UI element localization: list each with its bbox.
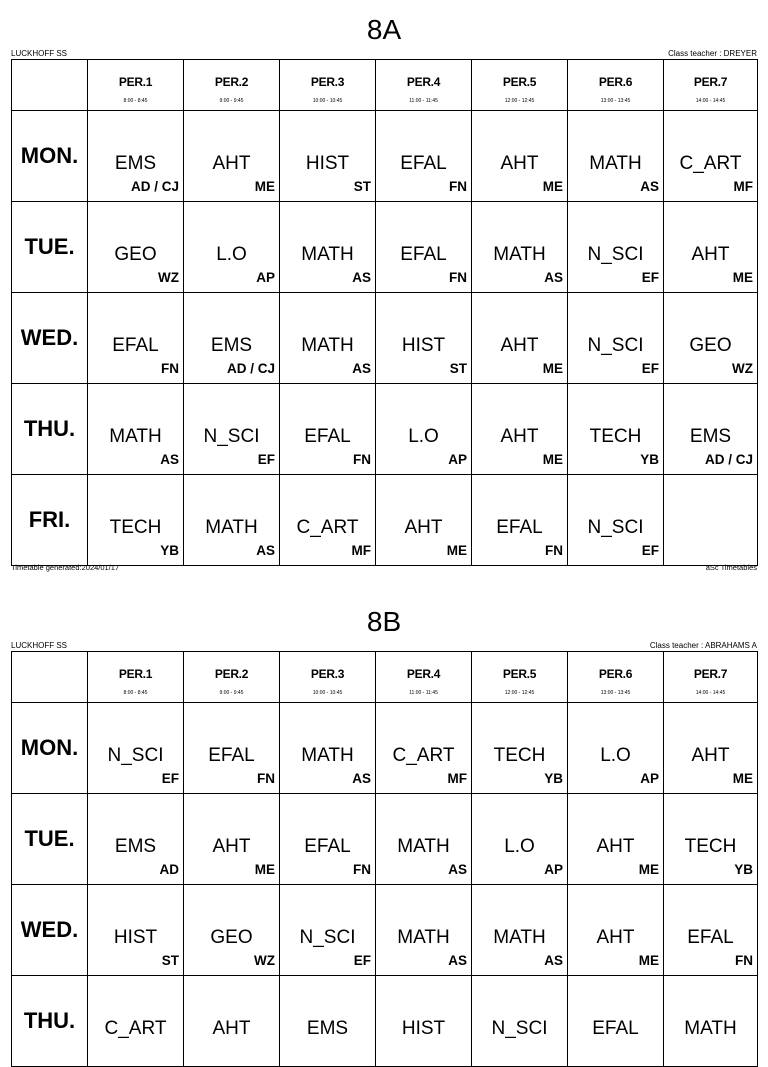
day-row [12, 384, 758, 475]
subject: AHT [691, 745, 730, 766]
lesson-cell [472, 794, 568, 885]
lesson-cell [88, 794, 184, 885]
period-time: 10:00 - 10:45 [312, 690, 343, 696]
subject: MATH [397, 836, 450, 857]
subject: MATH [205, 517, 258, 538]
teacher-code: AD / CJ [704, 452, 753, 467]
teacher-code: FN [449, 179, 467, 194]
subject: N_SCI [107, 745, 164, 766]
day-label-cell [12, 703, 88, 794]
lesson-cell [184, 293, 280, 384]
period-header [280, 652, 376, 703]
subject: AHT [596, 927, 635, 948]
teacher-code: FN [735, 953, 753, 968]
subject: C_ART [296, 517, 359, 538]
period-header [376, 60, 472, 111]
subject: EFAL [112, 335, 159, 356]
period-time: 12:00 - 12:45 [504, 690, 535, 696]
subject: EFAL [687, 927, 734, 948]
teacher-code: AP [448, 452, 467, 467]
subject: TECH [684, 836, 737, 857]
period-time: 14:00 - 14:45 [695, 98, 726, 104]
lesson-cell [184, 885, 280, 976]
teacher-code: ME [732, 771, 753, 786]
teacher-code: EF [641, 361, 659, 376]
subject: EMS [114, 153, 157, 174]
subject: C_ART [679, 153, 742, 174]
teacher-code: FN [449, 270, 467, 285]
teacher-code: AS [352, 270, 371, 285]
software-credit: aSc Timetables [705, 563, 757, 572]
day-label-cell [12, 475, 88, 566]
teacher-code: AP [256, 270, 275, 285]
period-time: 11:00 - 11:45 [409, 690, 438, 696]
period-time: 10:00 - 10:45 [312, 98, 343, 104]
teacher-code: AD / CJ [226, 361, 275, 376]
lesson-cell [280, 475, 376, 566]
subject: MATH [301, 745, 354, 766]
lesson-cell [280, 293, 376, 384]
subject: N_SCI [203, 426, 260, 447]
teacher-code: EF [641, 270, 659, 285]
lesson-cell [88, 976, 184, 1067]
timetable-8a [11, 0, 757, 580]
timetable-8b [11, 592, 757, 1039]
day-row [12, 885, 758, 976]
teacher-code: AS [352, 771, 371, 786]
corner-cell [12, 60, 88, 111]
subject: HIST [401, 1018, 446, 1039]
lesson-cell [664, 384, 758, 475]
subject: TECH [109, 517, 162, 538]
subject: N_SCI [587, 517, 644, 538]
period-time: 8:00 - 8:45 [123, 690, 148, 696]
lesson-cell [568, 794, 664, 885]
period-header [472, 652, 568, 703]
subject: AHT [596, 836, 635, 857]
teacher-code: ST [353, 179, 371, 194]
lesson-cell [280, 111, 376, 202]
lesson-cell [88, 384, 184, 475]
lesson-cell [568, 976, 664, 1067]
lesson-cell [88, 293, 184, 384]
subject: L.O [504, 836, 535, 857]
subject: L.O [600, 745, 631, 766]
period-name: PER.4 [406, 75, 441, 89]
day-name: FRI. [28, 507, 71, 532]
subject: GEO [689, 335, 732, 356]
teacher-code: ME [542, 361, 563, 376]
lesson-cell [472, 293, 568, 384]
subject: HIST [305, 153, 350, 174]
subject: MATH [397, 927, 450, 948]
lesson-cell [376, 475, 472, 566]
period-header [664, 652, 758, 703]
lesson-cell [568, 384, 664, 475]
period-name: PER.7 [693, 75, 728, 89]
lesson-cell [664, 976, 758, 1067]
subject: N_SCI [587, 335, 644, 356]
lesson-cell [376, 703, 472, 794]
day-label-cell [12, 202, 88, 293]
subject: AHT [212, 153, 251, 174]
teacher-code: ME [542, 452, 563, 467]
lesson-cell [472, 976, 568, 1067]
day-row [12, 202, 758, 293]
timetable-title: 8A [366, 14, 402, 45]
subject: EFAL [208, 745, 255, 766]
teacher-code: AD / CJ [130, 179, 179, 194]
teacher-code: AS [352, 361, 371, 376]
subject: AHT [404, 517, 443, 538]
subject: GEO [114, 244, 157, 265]
lesson-cell [472, 202, 568, 293]
day-name: WED. [20, 917, 79, 942]
day-name: TUE. [24, 234, 75, 259]
period-header [184, 60, 280, 111]
period-header [88, 60, 184, 111]
subject: TECH [589, 426, 642, 447]
teacher-code: AP [544, 862, 563, 877]
lesson-cell [376, 293, 472, 384]
lesson-cell [664, 202, 758, 293]
lesson-cell [664, 475, 758, 566]
lesson-cell [664, 111, 758, 202]
teacher-code: FN [353, 862, 371, 877]
period-header [88, 652, 184, 703]
lesson-cell [88, 475, 184, 566]
lesson-cell [280, 794, 376, 885]
header-row [12, 652, 758, 703]
day-name: MON. [20, 735, 79, 760]
subject: N_SCI [491, 1018, 548, 1039]
period-header [472, 60, 568, 111]
day-row [12, 976, 758, 1067]
teacher-code: AS [160, 452, 179, 467]
period-name: PER.5 [502, 667, 537, 681]
lesson-cell [280, 202, 376, 293]
lesson-cell [664, 885, 758, 976]
subject: MATH [301, 244, 354, 265]
lesson-cell [472, 703, 568, 794]
corner-cell [12, 652, 88, 703]
subject: L.O [408, 426, 439, 447]
lesson-cell [184, 202, 280, 293]
school-name: LUCKHOFF SS [11, 49, 68, 58]
period-time: 8:00 - 8:45 [123, 98, 148, 104]
day-row [12, 703, 758, 794]
lesson-cell [664, 293, 758, 384]
timetable-grid [11, 651, 758, 1067]
lesson-cell [568, 202, 664, 293]
teacher-code: MF [733, 179, 753, 194]
subject: C_ART [392, 745, 455, 766]
subject: EMS [306, 1018, 349, 1039]
teacher-code: YB [544, 771, 563, 786]
period-name: PER.2 [214, 667, 249, 681]
teacher-code: AS [256, 543, 275, 558]
lesson-cell [472, 475, 568, 566]
day-label-cell [12, 794, 88, 885]
teacher-code: FN [353, 452, 371, 467]
lesson-cell [184, 384, 280, 475]
teacher-code: ME [732, 270, 753, 285]
subject: AHT [500, 426, 539, 447]
teacher-code: YB [640, 452, 659, 467]
teacher-code: ME [254, 862, 275, 877]
teacher-code: FN [257, 771, 275, 786]
subject: N_SCI [587, 244, 644, 265]
period-time: 13:00 - 13:45 [600, 690, 631, 696]
day-row [12, 794, 758, 885]
teacher-code: WZ [158, 270, 179, 285]
period-header [280, 60, 376, 111]
subject: L.O [216, 244, 247, 265]
teacher-code: ME [638, 862, 659, 877]
period-header [568, 652, 664, 703]
period-name: PER.6 [598, 75, 633, 89]
subject: MATH [109, 426, 162, 447]
teacher-code: AS [640, 179, 659, 194]
subject: EFAL [592, 1018, 639, 1039]
lesson-cell [88, 885, 184, 976]
teacher-code: ME [638, 953, 659, 968]
period-name: PER.1 [118, 667, 153, 681]
lesson-cell [376, 885, 472, 976]
lesson-cell [184, 111, 280, 202]
lesson-cell [184, 703, 280, 794]
subject: EFAL [304, 836, 351, 857]
lesson-cell [88, 703, 184, 794]
period-time: 9:00 - 9:45 [219, 690, 244, 696]
subject: MATH [493, 927, 546, 948]
lesson-cell [472, 885, 568, 976]
teacher-code: YB [734, 862, 753, 877]
teacher-code: MF [351, 543, 371, 558]
subject: EFAL [496, 517, 543, 538]
teacher-code: YB [160, 543, 179, 558]
subject: MATH [493, 244, 546, 265]
subject: AHT [212, 1018, 251, 1039]
lesson-cell [184, 976, 280, 1067]
timetable-grid [11, 59, 758, 566]
teacher-code: EF [161, 771, 179, 786]
teacher-code: AS [544, 270, 563, 285]
teacher-code: AD [159, 862, 179, 877]
period-name: PER.1 [118, 75, 153, 89]
school-name: LUCKHOFF SS [11, 641, 68, 650]
subject: HIST [401, 335, 446, 356]
subject: EFAL [304, 426, 351, 447]
lesson-cell [376, 976, 472, 1067]
day-name: THU. [23, 1008, 76, 1033]
subject: MATH [684, 1018, 737, 1039]
period-header [664, 60, 758, 111]
period-name: PER.3 [310, 667, 345, 681]
day-label-cell [12, 293, 88, 384]
lesson-cell [376, 794, 472, 885]
lesson-cell [280, 703, 376, 794]
period-name: PER.4 [406, 667, 441, 681]
period-time: 14:00 - 14:45 [695, 690, 726, 696]
day-name: MON. [20, 143, 79, 168]
lesson-cell [184, 475, 280, 566]
period-time: 13:00 - 13:45 [600, 98, 631, 104]
period-header [568, 60, 664, 111]
teacher-code: AS [448, 953, 467, 968]
subject: EMS [210, 335, 253, 356]
lesson-cell [568, 703, 664, 794]
period-time: 12:00 - 12:45 [504, 98, 535, 104]
lesson-cell [184, 794, 280, 885]
lesson-cell [376, 384, 472, 475]
lesson-cell [664, 794, 758, 885]
subject: MATH [301, 335, 354, 356]
day-name: THU. [23, 416, 76, 441]
period-name: PER.5 [502, 75, 537, 89]
teacher-code: FN [161, 361, 179, 376]
subject: GEO [210, 927, 253, 948]
day-label-cell [12, 384, 88, 475]
teacher-code: MF [447, 771, 467, 786]
day-label-cell [12, 111, 88, 202]
subject: MATH [589, 153, 642, 174]
generated-date: Timetable generated:2024/01/17 [11, 563, 120, 572]
subject: HIST [113, 927, 158, 948]
lesson-cell [568, 111, 664, 202]
teacher-code: ST [161, 953, 179, 968]
subject: EFAL [400, 244, 447, 265]
period-time: 11:00 - 11:45 [409, 98, 438, 104]
period-name: PER.2 [214, 75, 249, 89]
teacher-code: WZ [732, 361, 753, 376]
period-name: PER.7 [693, 667, 728, 681]
teacher-code: ME [254, 179, 275, 194]
lesson-cell [88, 111, 184, 202]
teacher-code: ME [542, 179, 563, 194]
subject: N_SCI [299, 927, 356, 948]
teacher-code: WZ [254, 953, 275, 968]
teacher-code: EF [641, 543, 659, 558]
teacher-code: AS [448, 862, 467, 877]
day-row [12, 293, 758, 384]
lesson-cell [280, 976, 376, 1067]
period-header [376, 652, 472, 703]
header-row [12, 60, 758, 111]
day-label-cell [12, 976, 88, 1067]
teacher-code: FN [545, 543, 563, 558]
class-teacher: Class teacher : DREYER [668, 49, 757, 58]
day-label-cell [12, 885, 88, 976]
subject: AHT [691, 244, 730, 265]
lesson-cell [376, 111, 472, 202]
day-row [12, 475, 758, 566]
subject: AHT [500, 153, 539, 174]
subject: C_ART [104, 1018, 167, 1039]
lesson-cell [376, 202, 472, 293]
subject: AHT [212, 836, 251, 857]
teacher-code: AP [640, 771, 659, 786]
lesson-cell [664, 703, 758, 794]
subject: TECH [493, 745, 546, 766]
period-name: PER.6 [598, 667, 633, 681]
lesson-cell [472, 384, 568, 475]
lesson-cell [568, 293, 664, 384]
lesson-cell [88, 202, 184, 293]
lesson-cell [568, 475, 664, 566]
day-name: TUE. [24, 826, 75, 851]
period-name: PER.3 [310, 75, 345, 89]
lesson-cell [568, 885, 664, 976]
teacher-code: EF [257, 452, 275, 467]
subject: EFAL [400, 153, 447, 174]
lesson-cell [280, 384, 376, 475]
teacher-code: AS [544, 953, 563, 968]
lesson-cell [472, 111, 568, 202]
lesson-cell [280, 885, 376, 976]
period-time: 9:00 - 9:45 [219, 98, 244, 104]
subject: AHT [500, 335, 539, 356]
class-teacher: Class teacher : ABRAHAMS A [649, 641, 757, 650]
subject: EMS [114, 836, 157, 857]
teacher-code: ME [446, 543, 467, 558]
subject: EMS [689, 426, 732, 447]
teacher-code: EF [353, 953, 371, 968]
timetable-title: 8B [366, 606, 402, 637]
day-name: WED. [20, 325, 79, 350]
teacher-code: ST [449, 361, 467, 376]
period-header [184, 652, 280, 703]
day-row [12, 111, 758, 202]
